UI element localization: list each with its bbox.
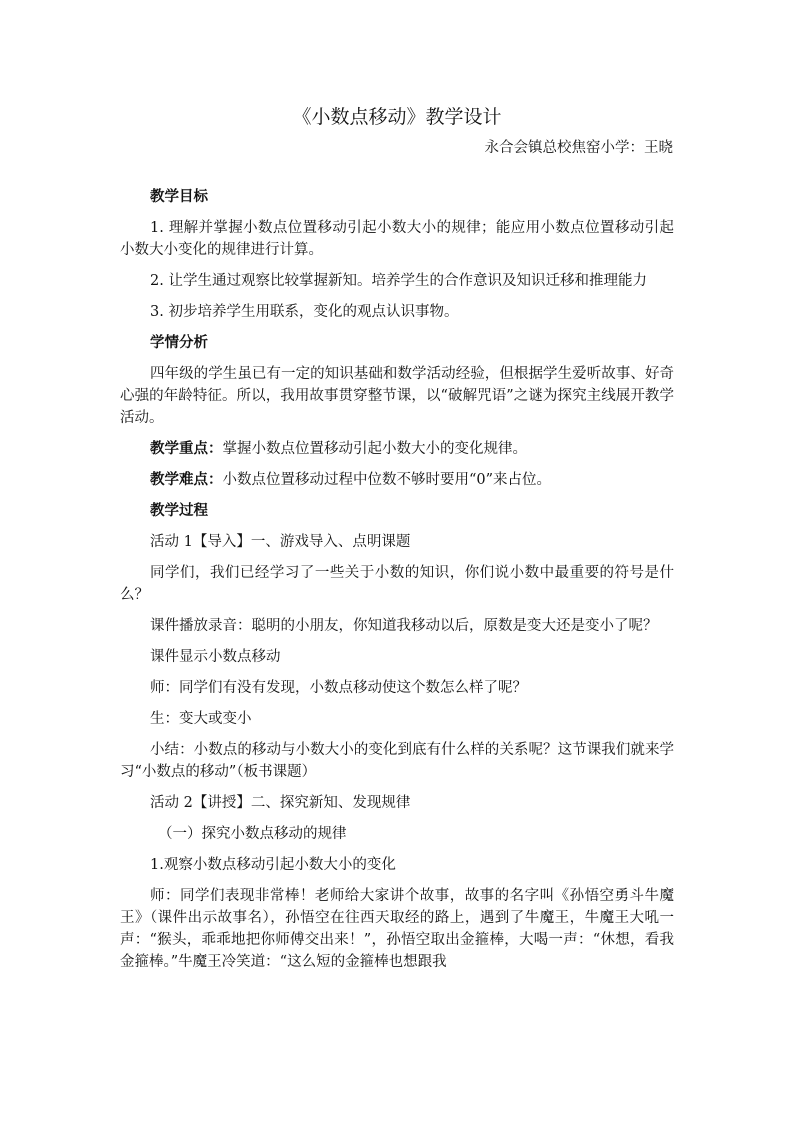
- paragraph-4: 师：同学们有没有发现，小数点移动使这个数怎么样了呢？: [150, 680, 527, 696]
- document-title: 《小数点移动》教学设计: [292, 106, 502, 128]
- analysis-heading: 学情分析: [150, 334, 208, 351]
- difficulty-label: 教学难点：: [150, 471, 223, 488]
- paragraph-5: 生：变大或变小: [150, 711, 252, 727]
- process-heading: 教学过程: [150, 502, 208, 519]
- difficulty-text: 小数点位置移动过程中位数不够时要用“0”来占位。: [222, 472, 552, 488]
- goal-3: 3. 初步培养学生用联系，变化的观点认识事物。: [150, 304, 459, 320]
- key-point: [120, 438, 674, 460]
- key-point-label: 教学重点：: [150, 440, 223, 457]
- paragraph-6: 小结：小数点的移动与小数大小的变化到底有什么样的关系呢？这节课我们就来学习“小数点的移动”（板书课题）: [120, 742, 674, 780]
- document-body: [120, 186, 674, 982]
- activity-2-heading: 活动 2【讲授】二、探究新知、发现规律: [150, 795, 411, 811]
- paragraph-2: 课件播放录音：聪明的小朋友，你知道我移动以后，原数是变大还是变小了呢？: [150, 618, 658, 634]
- analysis-paragraph: 四年级的学生虽已有一定的知识基础和数学活动经验，但根据学生爱听故事、好奇心强的年龄特征。所以，我用故事贯穿整节课，以“破解咒语”之谜为探究主线展开教学活动。: [120, 366, 674, 426]
- subsection-1-1: 1.观察小数点移动引起小数大小的变化: [150, 857, 396, 873]
- goal-1: 1. 理解并掌握小数点位置移动引起小数大小的规律；能应用小数点位置移动引起小数大小变化的规律进行计算。: [120, 220, 674, 258]
- goals-heading: 教学目标: [150, 188, 208, 205]
- subsection-1: （一）探究小数点移动的规律: [158, 826, 347, 842]
- paragraph-7: 师：同学们表现非常棒！老师给大家讲个故事，故事的名字叫《孙悟空勇斗牛魔王》（课件出示故事名），孙悟空在往西天取经的路上，遇到了牛魔王，牛魔王大吼一声：“猴头，乖乖地把你师傅交出来！”，孙悟空取出金箍棒，大喝一声：“休想，看我金箍棒。”牛魔王冷笑道：“这么短的金箍棒也想跟我: [120, 888, 674, 970]
- paragraph-1: 同学们，我们已经学习了一些关于小数的知识，你们说小数中最重要的符号是什么？: [120, 565, 674, 603]
- paragraph-3: 课件显示小数点移动: [150, 649, 281, 665]
- author-line: 永合会镇总校焦窑小学：王晓: [484, 140, 673, 156]
- activity-1-heading: 活动 1【导入】一、游戏导入、点明课题: [150, 534, 411, 550]
- key-point-text: 掌握小数点位置移动引起小数大小的变化规律。: [222, 441, 527, 457]
- goal-2: 2. 让学生通过观察比较掌握新知。培养学生的合作意识及知识迁移和推理能力: [150, 273, 647, 289]
- difficulty-point: [120, 469, 674, 491]
